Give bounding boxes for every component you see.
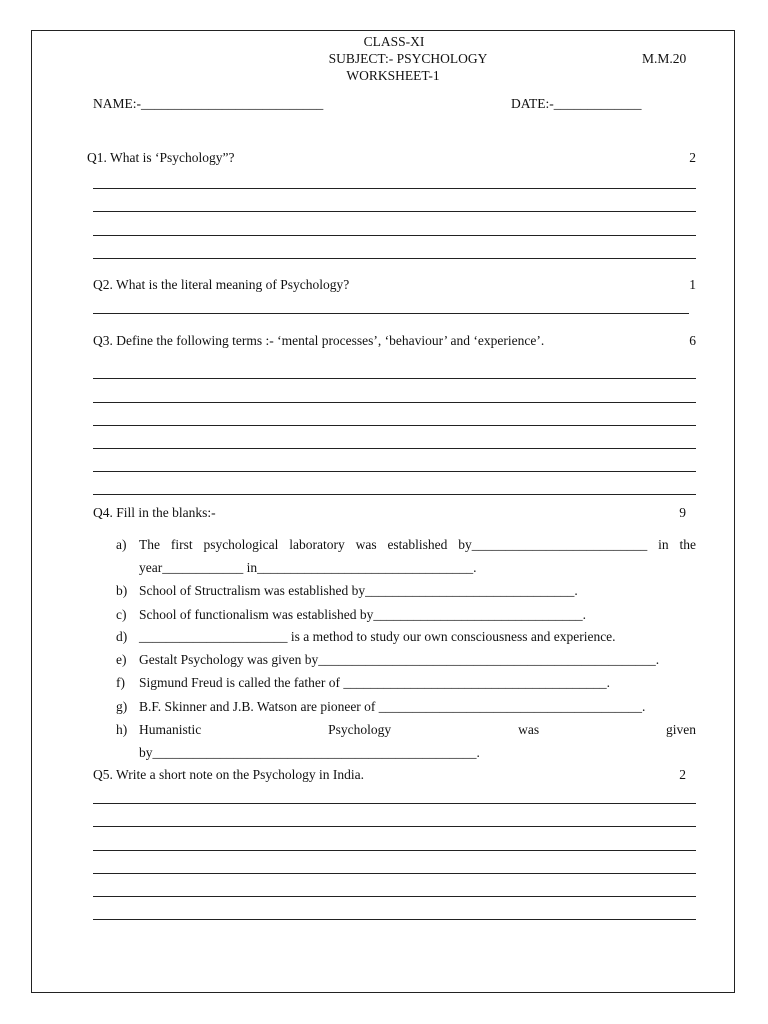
fill-blank-item-e[interactable]: Gestalt Psychology was given by__________________________________________________. [139,652,660,667]
fill-blank-item-h-line2[interactable]: by________________________________________________. [139,745,480,760]
question-1: Q1. What is ‘Psychology”? [87,150,235,165]
answer-line[interactable] [93,803,696,804]
worksheet-title: WORKSHEET-1 [346,68,440,83]
item-marker-a: a) [116,537,127,552]
answer-line[interactable] [93,188,696,189]
answer-line[interactable] [93,378,696,379]
item-marker-d: d) [116,629,128,644]
subject-title: SUBJECT:- PSYCHOLOGY [328,51,488,66]
item-marker-h: h) [116,722,128,737]
item-h-word: given [665,722,696,737]
item-a-word: laboratory [289,537,345,552]
date-label: DATE:- [511,96,554,111]
item-h-word: Psychology [328,722,392,737]
question-5-marks: 2 [679,767,686,782]
question-1-marks: 2 [689,150,696,165]
item-a-word: was [355,537,377,552]
fill-blank-item-h[interactable] [139,723,696,737]
date-blank: _____________ [553,96,642,111]
answer-line[interactable] [93,235,696,236]
answer-line[interactable] [93,402,696,403]
item-marker-b: b) [116,583,128,598]
question-3: Q3. Define the following terms :- ‘mental processes’, ‘behaviour’ and ‘experience’. [93,333,545,348]
answer-line[interactable] [93,896,696,897]
question-2-marks: 1 [689,277,696,292]
question-4: Q4. Fill in the blanks:- [93,505,216,520]
name-label: NAME:- [93,96,141,111]
fill-blank-item-b[interactable]: School of Structralism was established by_______________________________. [139,583,578,598]
answer-line[interactable] [93,258,696,259]
date-field[interactable] [511,97,642,111]
item-a-word: by__________________________ [458,537,648,552]
item-h-word: was [518,722,540,737]
fill-blank-item-f[interactable]: Sigmund Freud is called the father of _______________________________________. [139,675,610,690]
answer-line[interactable] [93,494,696,495]
answer-line[interactable] [93,448,696,449]
name-field[interactable] [93,97,323,111]
answer-line[interactable] [93,826,696,827]
item-marker-f: f) [116,675,125,690]
item-a-word: established [387,537,448,552]
item-a-word: first [170,537,193,552]
item-marker-g: g) [116,699,128,714]
answer-line[interactable] [93,313,689,314]
fill-blank-item-d[interactable]: ______________________ is a method to study our own consciousness and experience. [139,629,616,644]
answer-line[interactable] [93,471,696,472]
fill-blank-item-a[interactable] [139,538,696,552]
question-4-marks: 9 [679,505,686,520]
answer-line[interactable] [93,425,696,426]
answer-line[interactable] [93,873,696,874]
item-a-word: The [139,537,160,552]
item-h-word: Humanistic [139,722,202,737]
max-marks: M.M.20 [642,51,687,66]
class-title: CLASS-XI [363,34,425,49]
question-3-marks: 6 [689,333,696,348]
item-marker-c: c) [116,607,127,622]
item-a-word: the [679,537,696,552]
name-blank: ___________________________ [141,96,324,111]
question-5: Q5. Write a short note on the Psychology in India. [93,767,365,782]
answer-line[interactable] [93,919,696,920]
answer-line[interactable] [93,211,696,212]
fill-blank-item-g[interactable]: B.F. Skinner and J.B. Watson are pioneer of _______________________________________. [139,699,646,714]
fill-blank-item-c[interactable]: School of functionalism was established by_______________________________. [139,607,586,622]
fill-blank-item-a-line2[interactable]: year____________ in________________________________. [139,560,477,575]
question-2: Q2. What is the literal meaning of Psychology? [93,277,350,292]
item-marker-e: e) [116,652,127,667]
item-a-word: psychological [203,537,279,552]
answer-line[interactable] [93,850,696,851]
item-a-word: in [658,537,669,552]
